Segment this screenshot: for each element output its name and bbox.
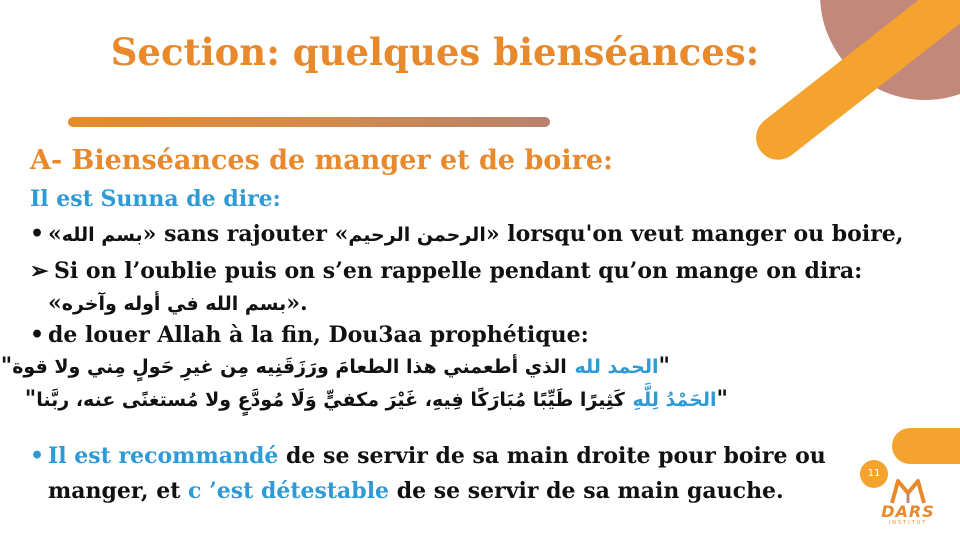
bullet-text: Si on l’oublie puis on s’en rappelle pendant qu’on mange on dira: xyxy=(54,258,863,284)
bullet-text-end: » lorsqu'on veut manger ou boire, xyxy=(485,221,904,247)
bullet-bismillah xyxy=(30,219,903,250)
dua-line-1 xyxy=(1,351,670,382)
arabic-bismillah: بسم الله xyxy=(61,224,143,246)
logo-mark-icon xyxy=(888,478,928,504)
section-subheading: A- Bienséances de manger et de boire: xyxy=(30,145,614,176)
recommendation-line-2 xyxy=(48,476,784,506)
dua-text: كَثِيرًا طَيِّبًا مُبَارَكًا فِيهِ، غَيْرَ مكفيٍّ وَلَا مُودَّعٍ ولا مُستغنًى عنه، ربَّنا xyxy=(36,389,625,411)
decorative-corner-tab xyxy=(892,428,960,464)
page-number-badge: 11 xyxy=(860,460,888,488)
dua-highlight: الحمد لله xyxy=(574,356,659,378)
dua-text: الذي أطعمني هذا الطعامَ ورَزَقَنِيه مِن غيرِ حَولٍ مِني ولا قوة xyxy=(12,356,567,378)
logo-subtitle: INSTITUT xyxy=(888,520,928,526)
slide-title: Section: quelques bienséances: xyxy=(110,30,760,74)
quote-close: " xyxy=(24,386,37,412)
quote-close: ». xyxy=(286,290,308,316)
bullet-marker: • xyxy=(30,443,45,469)
quote-open: « xyxy=(48,290,62,316)
bullet-forgot xyxy=(30,256,862,286)
bullet-forgot-arabic xyxy=(48,288,308,319)
title-divider xyxy=(68,117,550,127)
arabic-rahman-rahim: الرحمن الرحيم xyxy=(348,224,486,246)
recommendation-text: manger, et xyxy=(48,478,189,504)
recommended-highlight: Il est recommandé xyxy=(48,443,279,469)
dua-highlight: الحَمْدُ لِلَّهِ xyxy=(632,389,717,411)
bullet-text: de louer Allah à la fin, Dou3aa prophétique: xyxy=(48,322,589,348)
recommendation-line-1 xyxy=(30,441,826,471)
quote-open: " xyxy=(658,353,670,379)
recommendation-text: de se servir de sa main droite pour boire ou xyxy=(278,443,826,469)
quote-open: « xyxy=(48,221,62,247)
bullet-marker: • xyxy=(30,322,45,348)
detestable-highlight: c ’est détestable xyxy=(188,478,390,504)
quote-close: " xyxy=(0,353,13,379)
quote-open: " xyxy=(716,386,728,412)
dua-line-2 xyxy=(25,384,728,415)
logo-wordmark: DARS xyxy=(881,502,935,521)
arrow-marker: ➢ xyxy=(30,258,49,284)
dars-logo xyxy=(870,478,946,534)
bullet-text-middle: » sans rajouter « xyxy=(142,221,349,247)
intro-line: Il est Sunna de dire: xyxy=(30,186,281,212)
arabic-first-and-last: بسم الله في أوله وآخره xyxy=(61,293,287,315)
bullet-praise xyxy=(30,320,589,350)
bullet-marker: • xyxy=(30,221,45,247)
recommendation-text: de se servir de sa main gauche. xyxy=(389,478,784,504)
